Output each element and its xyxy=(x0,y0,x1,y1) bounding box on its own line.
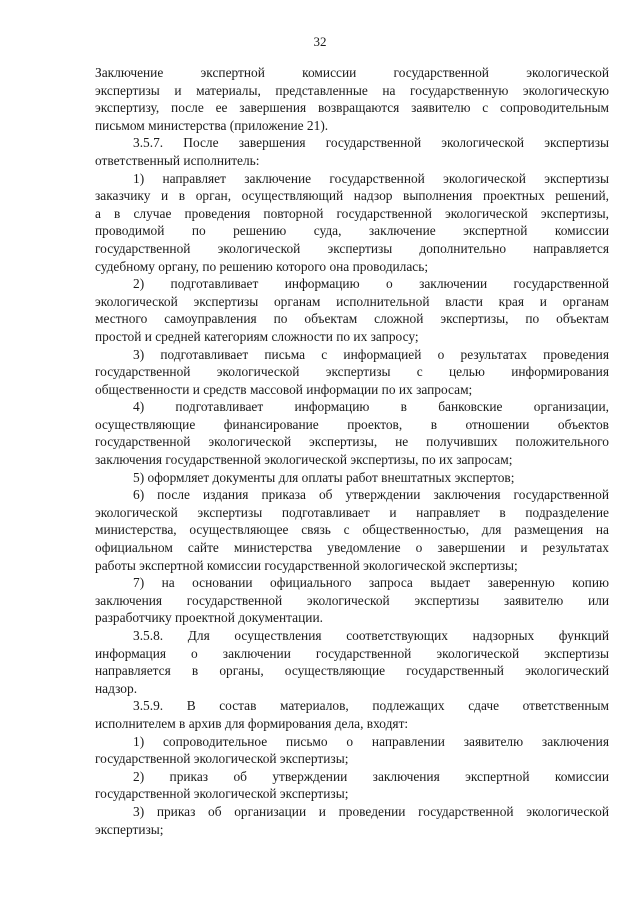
text-line: 7) на основании официального запроса выдает заверенную копию xyxy=(133,575,609,591)
text-line: 3.5.9. В состав материалов, подлежащих сдаче ответственным xyxy=(133,698,609,714)
text-line: государственной экологической экспертизы; xyxy=(95,786,349,802)
text-line: 5) оформляет документы для оплаты работ внештатных экспертов; xyxy=(133,469,515,485)
text-line: разработчику проектной документации. xyxy=(95,610,323,626)
paragraph xyxy=(95,574,609,627)
text-line: информация о заключении государственной экологической экспертизы xyxy=(95,645,609,661)
text-line: 2) подготавливает информацию о заключении государственной xyxy=(133,276,609,292)
text-line: экологической экспертизы органам исполнительной власти края и органам xyxy=(95,293,609,309)
text-line: Заключение экспертной комиссии государственной экологической xyxy=(95,65,609,80)
paragraph xyxy=(95,275,609,345)
text-line: работы экспертной комиссии государственной экологической экспертизы; xyxy=(95,557,518,573)
text-line: 1) направляет заключение государственной экологической экспертизы xyxy=(133,170,609,186)
text-line: экспертизу, после ее завершения возвращаются заявителю с сопроводительным xyxy=(95,100,609,116)
text-line: направляется в органы, осуществляющие государственный экологический xyxy=(95,663,609,679)
text-line: официальном сайте министерства уведомление о завершении и результатах xyxy=(95,540,609,556)
text-line: заключения государственной экологической экспертизы, по их запросам; xyxy=(95,452,513,468)
document-body xyxy=(95,64,609,838)
paragraph xyxy=(95,733,609,768)
text-line: 3.5.7. После завершения государственной экологической экспертизы xyxy=(133,135,609,151)
text-line: 2) приказ об утверждении заключения экспертной комиссии xyxy=(133,768,609,784)
text-line: простой и средней категориям сложности по их запросу; xyxy=(95,328,419,344)
text-line: исполнителем в архив для формирования дела, входят: xyxy=(95,715,409,731)
text-line: министерства, осуществляющее связь с общественностью, для размещения на xyxy=(95,522,609,538)
paragraph xyxy=(95,627,609,697)
text-line: экспертизы и материалы, представленные на государственную экологическую xyxy=(95,82,609,98)
text-line: государственной экологической экспертизы, не получивших положительного xyxy=(95,434,609,450)
text-line: заказчику и в орган, осуществляющий надзор выполнения проектных решений, xyxy=(95,188,609,204)
text-line: проводимой по решению суда, заключение экспертной комиссии xyxy=(95,223,609,239)
text-line: судебному органу, по решению которого она проводилась; xyxy=(95,258,429,274)
text-line: ответственный исполнитель: xyxy=(95,152,260,168)
page-number: 32 xyxy=(313,34,327,49)
paragraph xyxy=(95,469,609,487)
text-line: государственной экологической экспертизы; xyxy=(95,751,349,767)
paragraph xyxy=(95,170,609,276)
text-line: экологической экспертизы подготавливает и направляет в подразделение xyxy=(95,504,609,520)
text-line: экспертизы; xyxy=(95,821,164,837)
text-line: осуществляющие финансирование проектов, в отношении объектов xyxy=(95,416,609,432)
text-line: надзор. xyxy=(95,680,138,696)
paragraph xyxy=(95,346,609,399)
text-line: общественности и средств массовой информации по их запросам; xyxy=(95,381,473,397)
paragraph xyxy=(95,697,609,732)
text-line: местного самоуправления по объектам сложной экспертизы, по объектам xyxy=(95,311,609,327)
text-line: 6) после издания приказа об утверждении заключения государственной xyxy=(133,487,609,503)
text-line: 3) подготавливает письма с информацией о результатах проведения xyxy=(133,346,609,362)
paragraph xyxy=(95,134,609,169)
paragraph xyxy=(95,803,609,838)
paragraph xyxy=(95,398,609,468)
text-line: 4) подготавливает информацию в банковские организации, xyxy=(133,399,609,415)
text-line: 1) сопроводительное письмо о направлении заявителю заключения xyxy=(133,733,609,749)
text-line: а в случае проведения повторной государственной экологической экспертизы, xyxy=(95,205,609,221)
text-line: письмом министерства (приложение 21). xyxy=(95,117,329,133)
text-line: 3) приказ об организации и проведении государственной экологической xyxy=(133,803,609,819)
text-line: государственной экологической экспертизы с целью информирования xyxy=(95,364,609,380)
paragraph xyxy=(95,486,609,574)
paragraph xyxy=(95,768,609,803)
paragraph xyxy=(95,64,609,134)
text-line: государственной экологической экспертизы дополнительно направляется xyxy=(95,240,609,256)
text-line: 3.5.8. Для осуществления соответствующих надзорных функций xyxy=(133,628,609,643)
text-line: заключения государственной экологической экспертизы заявителю или xyxy=(95,592,609,608)
